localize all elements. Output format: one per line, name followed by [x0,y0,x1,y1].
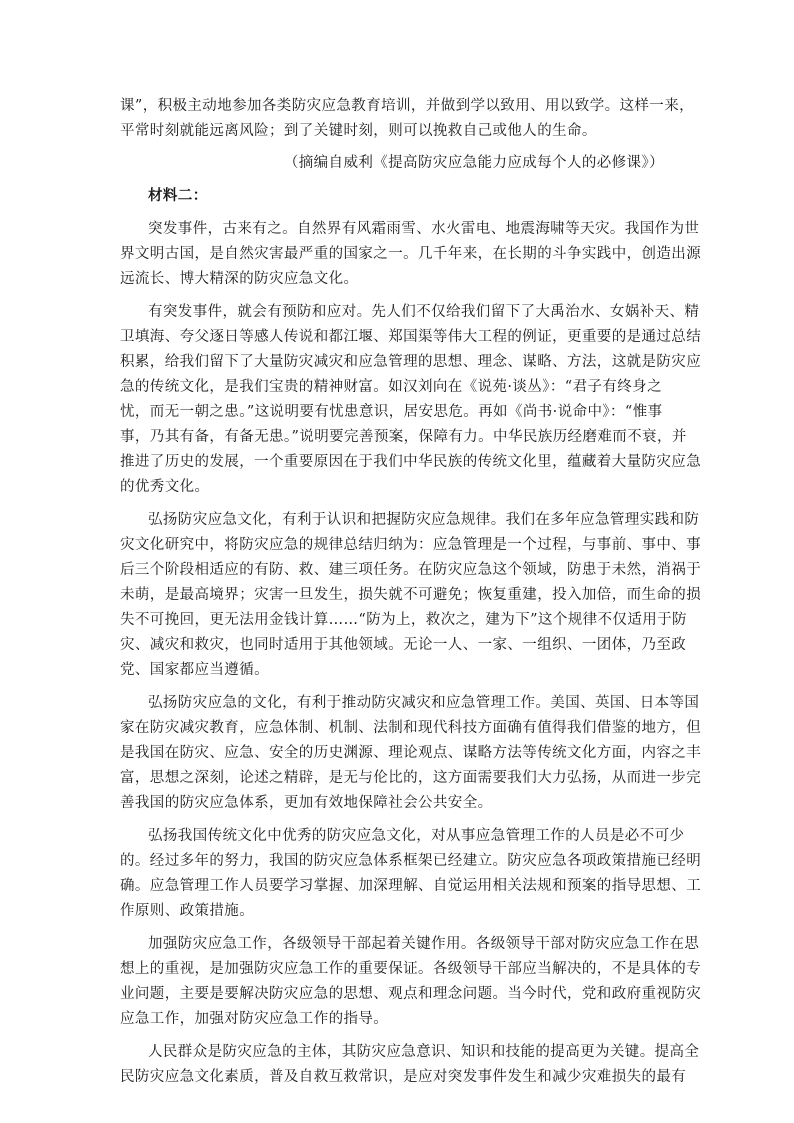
paragraph-line: 后三个阶段相适应的有防、救、建三项任务。在防灾应急这个领域，防患于未然，消祸于 [120,562,702,578]
paragraph-line: 家在防灾减灾教育，应急体制、机制、法制和现代科技方面确有值得我们借鉴的地方，但 [120,720,702,736]
paragraph-line: 弘扬我国传统文化中优秀的防灾应急文化，对从事应急管理工作的人员是必不可少 [148,828,685,844]
paragraph-line: 未萌，是最高境界；灾害一旦发生，损失就不可避免；恢复重建，投入加倍，而生命的损 [120,587,702,603]
paragraph-line: 忧，而无一朝之患。”这说明要有忧患意识，居安思危。再如《尚书·说命中》：“惟事 [120,404,663,420]
paragraph-line: 加强防灾应急工作，各级领导干部起着关键作用。各级领导干部对防灾应急工作在思 [148,936,700,952]
intro-line: 课”，积极主动地参加各类防灾应急教育培训，并做到学以致用、用以致学。这样一来， [120,98,695,114]
paragraph-line: 民防灾应急文化素质，普及自救互救常识，是应对突发事件发生和减少灾难损失的最有 [120,1069,687,1085]
paragraph-line: 的。经过多年的努力，我国的防灾应急体系框架已经建立。防灾应急各项政策措施已经明 [120,853,702,869]
paragraph-line: 善我国的防灾应急体系，更加有效地保障社会公共安全。 [120,795,493,811]
paragraph-line: 突发事件，古来有之。自然界有风霜雨雪、水火雷电、地震海啸等天灾。我国作为世 [148,221,700,237]
paragraph-line: 人民群众是防灾应急的主体，其防灾应急意识、知识和技能的提高更为关键。提高全 [148,1044,700,1060]
paragraph-line: 党、国家都应当遵循。 [120,662,269,678]
paragraph-line: 灾、减灾和救灾，也同时适用于其他领域。无论一人、一家、一组织、一团体，乃至政 [120,637,687,653]
paragraph-line: 灾文化研究中，将防灾应急的规律总结归纳为：应急管理是一个过程，与事前、事中、事 [120,537,702,553]
paragraph-line: 是我国在防灾、应急、安全的历史渊源、理论观点、谋略方法等传统文化方面，内容之丰 [120,745,702,761]
paragraph-line: 卫填海、夸父逐日等感人传说和都江堰、郑国渠等伟大工程的例证，更重要的是通过总结 [120,329,702,345]
paragraph-line: 作原则、政策措施。 [120,903,255,919]
paragraph-line: 业问题，主要是要解决防灾应急的思想、观点和理念问题。当今时代，党和政府重视防灾 [120,986,702,1002]
paragraph-line: 应急工作，加强对防灾应急工作的指导。 [120,1011,389,1027]
paragraph-line: 有突发事件，就会有预防和应对。先人们不仅给我们留下了大禹治水、女娲补天、精 [148,304,700,320]
intro-line: 平常时刻就能远离风险；到了关键时刻，则可以挽救自己或他人的生命。 [120,123,597,139]
paragraph-line: 富，思想之深刻，论述之精辟，是无与伦比的，这方面需要我们大力弘扬，从而进一步完 [120,770,702,786]
paragraph-line: 积累，给我们留下了大量防灾减灾和应急管理的思想、理念、谋略、方法，这就是防灾应 [120,354,702,370]
paragraph-line: 弘扬防灾应急文化，有利于认识和把握防灾应急规律。我们在多年应急管理实践和防 [148,512,700,528]
paragraph-line: 想上的重视，是加强防灾应急工作的重要保证。各级领导干部应当解决的，不是具体的专 [120,961,702,977]
paragraph-line: 确。应急管理工作人员要学习掌握、加深理解、自觉运用相关法规和预案的指导思想、工 [120,878,702,894]
source-citation: （摘编自威利《提高防灾应急能力应成每个人的必修课》） [283,155,664,171]
paragraph-line: 急的传统文化，是我们宝贵的精神财富。如汉刘向在《说苑·谈丛》：“君子有终身之 [120,379,662,395]
paragraph-line: 的优秀文化。 [120,479,210,495]
paragraph-line: 推进了历史的发展，一个重要原因在于我们中华民族的传统文化里，蕴藏着大量防灾应急 [120,454,702,470]
paragraph-line: 事，乃其有备，有备无患。”说明要完善预案，保障有力。中华民族历经磨难而不衰，并 [120,429,687,445]
material-heading: 材料二： [148,187,208,204]
paragraph-line: 弘扬防灾应急的文化，有利于推动防灾减灾和应急管理工作。美国、英国、日本等国 [148,695,700,711]
paragraph-line: 界文明古国，是自然灾害最严重的国家之一。几千年来，在长期的斗争实践中，创造出源 [120,246,702,262]
paragraph-line: 失不可挽回，更无法用金钱计算……“防为上，救次之，建为下”这个规律不仅适用于防 [120,612,687,628]
paragraph-line: 远流长、博大精深的防灾应急文化。 [120,271,359,287]
